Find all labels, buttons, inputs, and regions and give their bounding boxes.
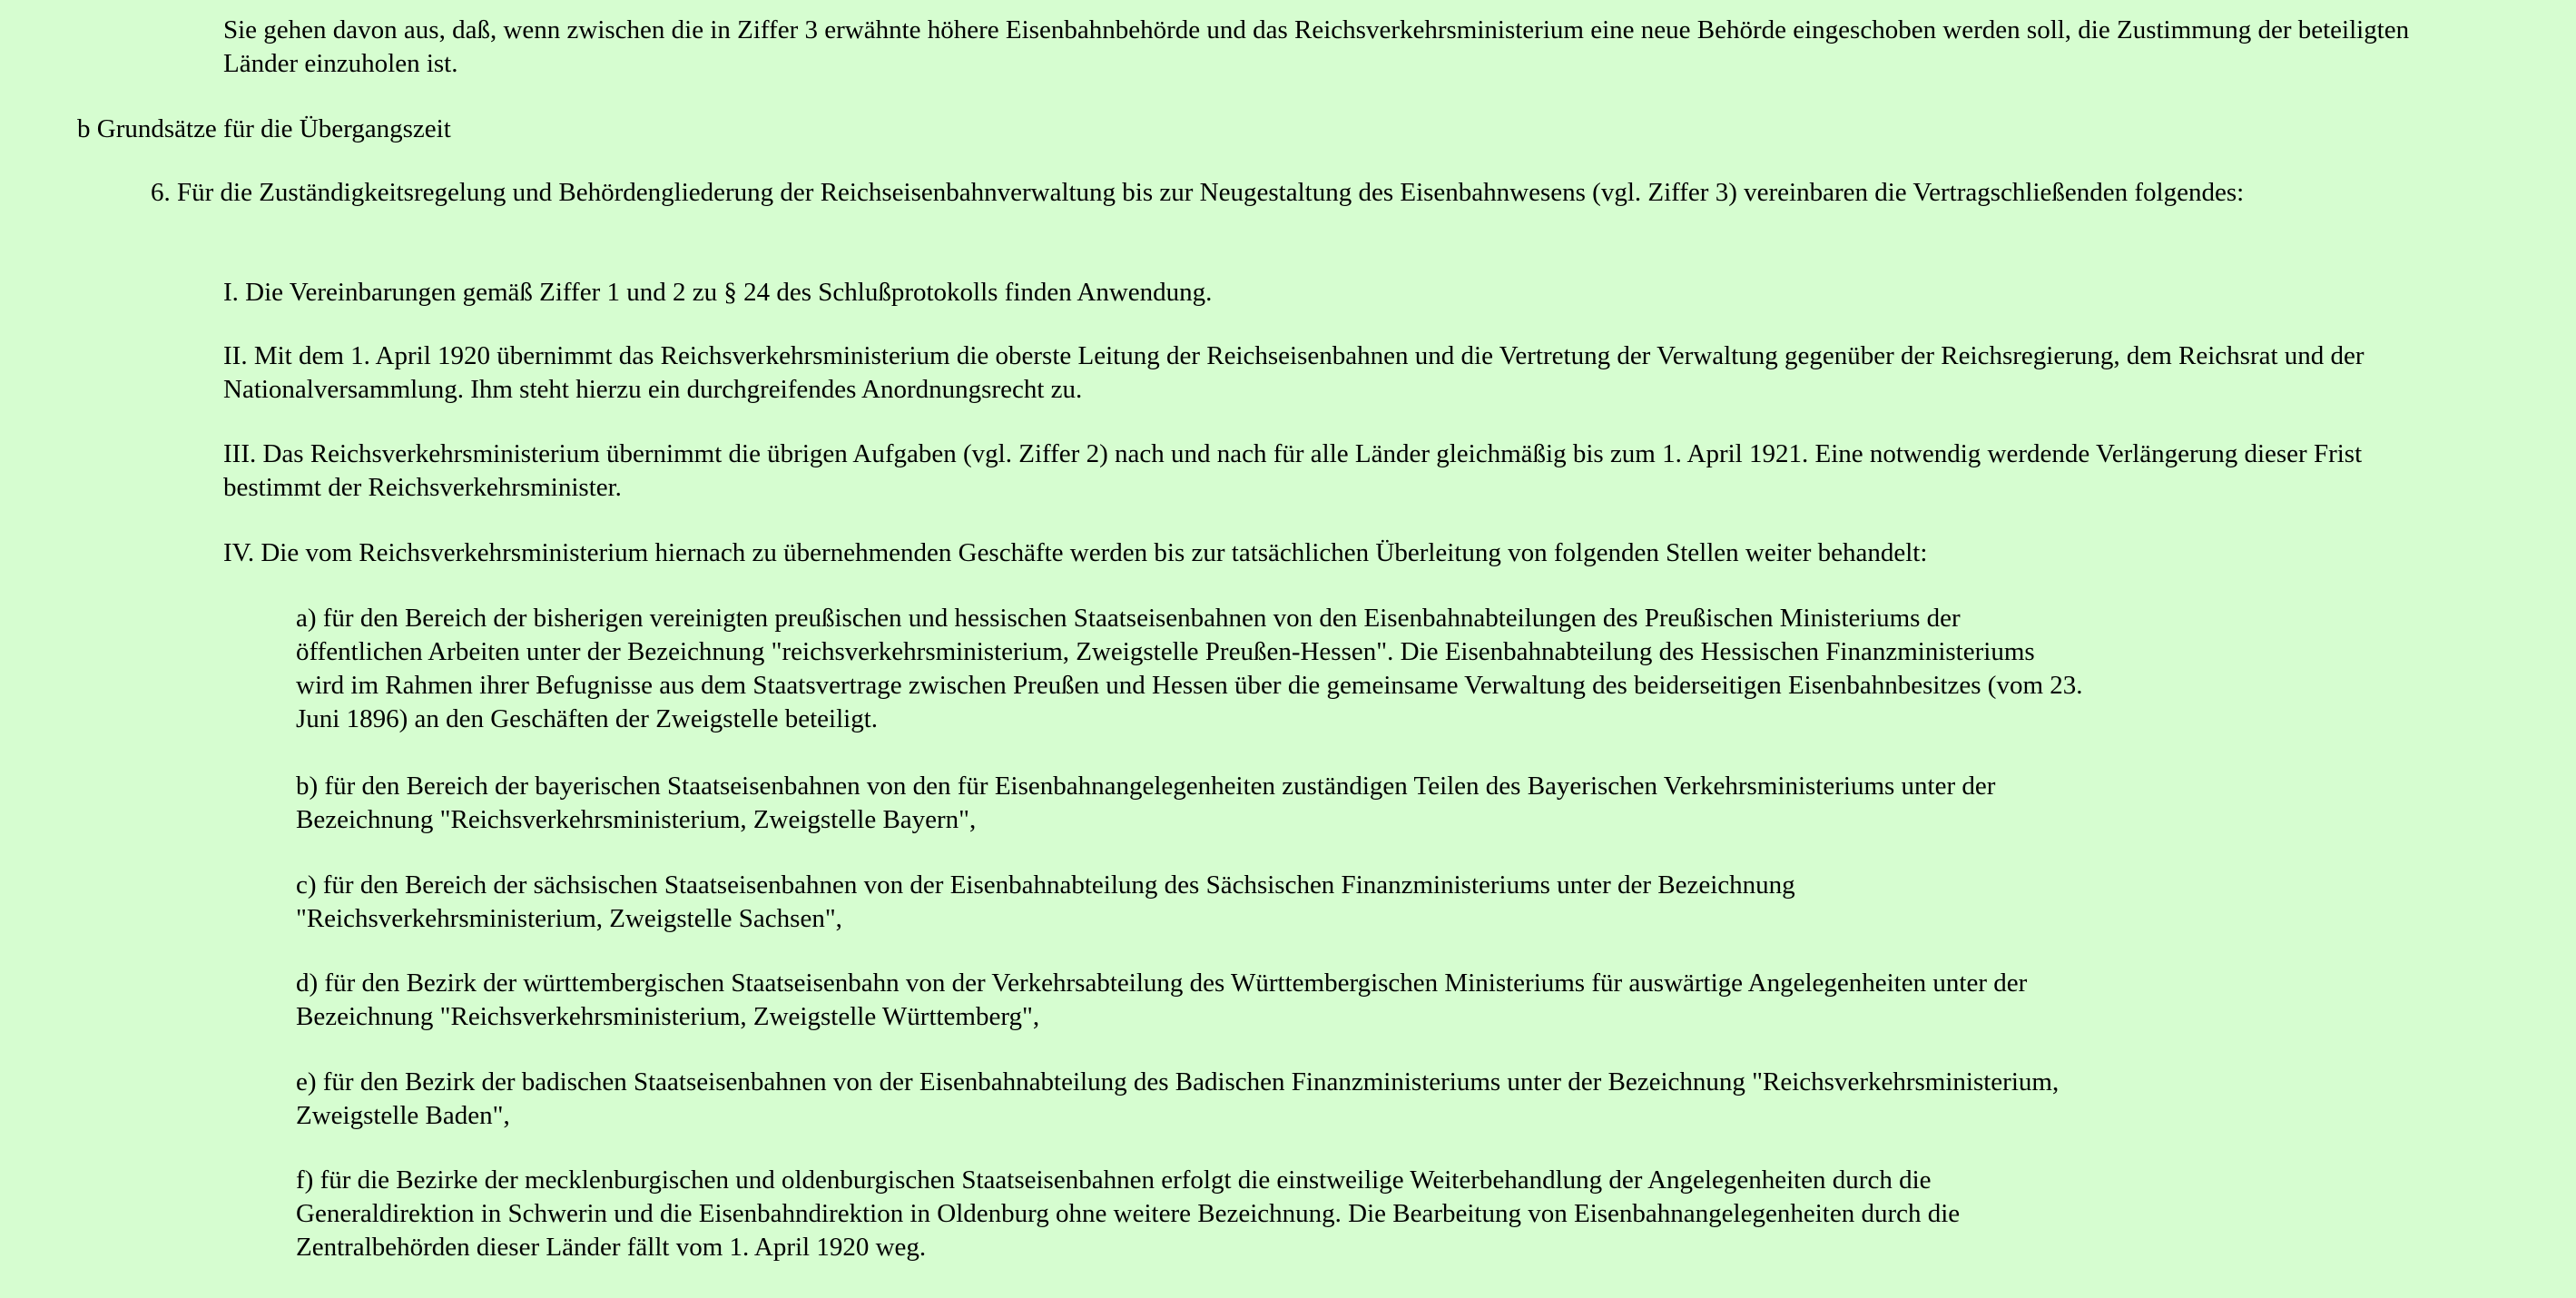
- section-heading: b Grundsätze für die Übergangszeit: [77, 114, 451, 143]
- sub-item-a: [296, 602, 2384, 736]
- sub-item-d-line-1: d) für den Bezirk der württembergischen Staatseisenbahn von der Verkehrsabteilung des Württembergischen Ministeriums für auswärtige Angelegenheiten unter der: [296, 969, 2028, 998]
- sub-item-f: [296, 1164, 2384, 1264]
- sub-item-f-line-2: Generaldirektion in Schwerin und die Eisenbahndirektion in Oldenburg ohne weitere Bezeichnung. Die Bearbeitung von Eisenbahnangelegenheiten durch die: [296, 1199, 1961, 1228]
- sub-item-f-line-1: f) für die Bezirke der mecklenburgischen und oldenburgischen Staatseisenbahnen erfolgt die einstweilige Weiterbehandlung der Angelegenheiten durch die: [296, 1165, 1932, 1195]
- sub-item-a-line-3: wird im Rahmen ihrer Befugnisse aus dem Staatsvertrage zwischen Preußen und Hessen über die gemeinsame Verwaltung des beiderseitigen Eisenbahnbesitzes (vom 23.: [296, 671, 2083, 700]
- sub-item-b-line-2: Bezeichnung "Reichsverkehrsministerium, Zweigstelle Bayern",: [296, 805, 977, 834]
- roman-item-ii: II. Mit dem 1. April 1920 übernimmt das Reichsverkehrsministerium die oberste Leitung der Reichseisenbahnen und die Vertretung der Verwaltung gegenüber der Reichsregierung, dem Reichsrat und der Nationalversammlung. Ihm steht hierzu ein durchgreifendes Anordnungsrecht zu.: [223, 341, 2365, 404]
- sub-item-c-line-2: "Reichsverkehrsministerium, Zweigstelle Sachsen",: [296, 904, 842, 933]
- sub-item-d-line-2: Bezeichnung "Reichsverkehrsministerium, Zweigstelle Württemberg",: [296, 1002, 1040, 1031]
- roman-item-iii: III. Das Reichsverkehrsministerium übernimmt die übrigen Aufgaben (vgl. Ziffer 2) nach und nach für alle Länder gleichmäßig bis zum 1. April 1921. Eine notwendig werdende Verlängerung dieser Frist bestimmt der Reichsverkehrsminister.: [223, 439, 2363, 502]
- sub-item-f-line-3: Zentralbehörden dieser Länder fällt vom 1. April 1920 weg.: [296, 1233, 927, 1262]
- sub-item-d: [296, 967, 2384, 1034]
- sub-item-b: [296, 770, 2384, 837]
- roman-item-iv: IV. Die vom Reichsverkehrsministerium hiernach zu übernehmenden Geschäfte werden bis zur tatsächlichen Überleitung von folgenden Stellen weiter behandelt:: [223, 538, 1928, 567]
- item-6-paragraph: 6. Für die Zuständigkeitsregelung und Behördengliederung der Reichseisenbahnverwaltung bis zur Neugestaltung des Eisenbahnwesens (vgl. Ziffer 3) vereinbaren die Vertragschließenden folgendes:: [151, 178, 2245, 207]
- sub-item-c: [296, 869, 2384, 936]
- sub-item-e-line-2: Zweigstelle Baden",: [296, 1101, 510, 1130]
- roman-item-i: I. Die Vereinbarungen gemäß Ziffer 1 und 2 zu § 24 des Schlußprotokolls finden Anwendung.: [223, 278, 1213, 307]
- intro-paragraph: Sie gehen davon aus, daß, wenn zwischen die in Ziffer 3 erwähnte höhere Eisenbahnbehörde und das Reichsverkehrsministerium eine neue Behörde eingeschoben werden soll, die Zustimmung der beteiligten Länder einzuholen ist.: [223, 15, 2410, 78]
- sub-item-c-line-1: c) für den Bereich der sächsischen Staatseisenbahnen von der Eisenbahnabteilung des Sächsischen Finanzministeriums unter der Bezeichnung: [296, 870, 1795, 900]
- sub-item-e: [296, 1066, 2384, 1133]
- sub-item-a-line-2: öffentlichen Arbeiten unter der Bezeichnung "reichsverkehrsministerium, Zweigstelle Preußen-Hessen". Die Eisenbahnabteilung des Hessischen Finanzministeriums: [296, 637, 2035, 666]
- sub-item-a-line-1: a) für den Bereich der bisherigen vereinigten preußischen und hessischen Staatseisenbahnen von den Eisenbahnabteilungen des Preußischen Ministeriums der: [296, 604, 1961, 633]
- sub-item-b-line-1: b) für den Bereich der bayerischen Staatseisenbahnen von den für Eisenbahnangelegenheiten zuständigen Teilen des Bayerischen Verkehrsministeriums unter der: [296, 772, 1996, 801]
- sub-item-a-line-4: Juni 1896) an den Geschäften der Zweigstelle beteiligt.: [296, 704, 879, 733]
- sub-item-e-line-1: e) für den Bezirk der badischen Staatseisenbahnen von der Eisenbahnabteilung des Badischen Finanzministeriums unter der Bezeichnung "Reichsverkehrsministerium,: [296, 1067, 2060, 1096]
